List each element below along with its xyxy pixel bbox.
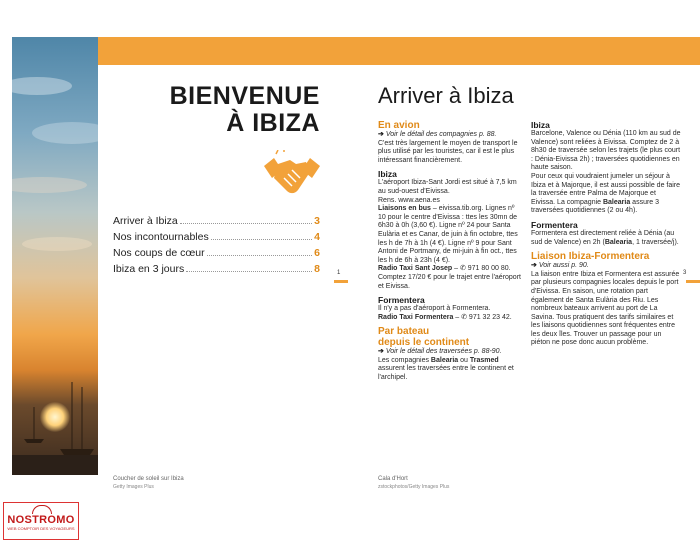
paragraph: Pour ceux qui voudraient jumeler un séjour à Ibiza et à Majorque, il est aussi possible de faire la traversée entre Palma de Majorque et Eivissa. La compagnie Balearia assure 3 traversées quotidiennes (2 ou 4h). bbox=[531, 172, 681, 215]
paragraph: Formentera est directement reliée à Dénia (au sud de Valence) en 2h (Balearia, 1 traversée/j). bbox=[531, 229, 679, 246]
text-column-2 bbox=[531, 120, 681, 348]
section-title: Arriver à Ibiza bbox=[378, 83, 514, 108]
note-liaison: ➔ Voir aussi p. 90. bbox=[531, 262, 589, 270]
toc-item-label: Nos incontournables bbox=[113, 231, 209, 243]
toc-item-label: Nos coups de cœur bbox=[113, 247, 205, 259]
right-page-marker bbox=[686, 280, 700, 283]
heading-formentera: Formentera bbox=[378, 295, 425, 306]
paragraph: Radio Taxi Sant Josep – ✆ 971 80 00 80. Comptez 17/20 € pour le trajet entre l'aéroport et Eivissa. bbox=[378, 265, 521, 290]
nostromo-logo[interactable]: NOSTROMO WEB COMPTOIR DES VOYAGEURS bbox=[3, 502, 79, 540]
note-en-avion: ➔ Voir le détail des compagnies p. 88. bbox=[378, 131, 497, 138]
handshake-icon bbox=[262, 150, 322, 202]
toc-item[interactable] bbox=[113, 261, 320, 277]
toc-item-page: 3 bbox=[314, 215, 320, 227]
toc-item-page: 6 bbox=[314, 247, 320, 259]
toc-item-page: 4 bbox=[314, 231, 320, 243]
toc-item[interactable] bbox=[113, 229, 320, 245]
heading-liaison: Liaison Ibiza-Formentera bbox=[531, 251, 650, 263]
toc-item[interactable] bbox=[113, 245, 320, 261]
sunset-photo bbox=[12, 37, 98, 475]
toc-item-label: Arriver à Ibiza bbox=[113, 215, 178, 227]
left-page-number: 1 bbox=[337, 270, 341, 276]
arrow-icon: ➔ bbox=[378, 348, 384, 356]
sailboat-silhouettes bbox=[12, 37, 98, 475]
paragraph: La liaison entre Ibiza et Formentera est assurée par plusieurs compagnies locales depuis le port d'Eivissa. En saison, une rotation part également de Santa Eulària des Riu. Les nombreux bateaux arrivent au port de La Savina. Tous pratiquent des tarifs similaires et les liaisons quotidiennes sont fréquentes entre les deux îles. Trouver un passage pour un piéton ne pose donc aucun problème. bbox=[531, 270, 680, 347]
toc-item[interactable] bbox=[113, 213, 320, 229]
arrow-icon: ➔ bbox=[378, 131, 384, 138]
table-of-contents bbox=[113, 213, 320, 277]
paragraph: Barcelone, Valence ou Dénia (110 km au sud de Valence) sont reliées à Eivissa. Comptez de 2 à 8h30 de traversée selon les trajets (le plus court : Dénia-Eivissa 2h) ; traversées quotidiennes en haute saison. bbox=[531, 130, 681, 172]
toc-item-page: 8 bbox=[314, 263, 320, 275]
page-title: BIENVENUE À IBIZA bbox=[169, 82, 320, 137]
text-column-1 bbox=[378, 120, 523, 383]
right-photo-caption: Cala d'Hort zstockphotos/Getty Images Plus bbox=[378, 476, 450, 490]
right-page-number: 3 bbox=[683, 270, 687, 276]
heading-par-bateau: Par bateau depuis le continent bbox=[378, 326, 470, 349]
paragraph: Les compagnies Balearia ou Trasmed assurent les traversées entre le continent et l'archipel. bbox=[378, 356, 514, 382]
paragraph: Rens. www.aena.es bbox=[378, 196, 440, 204]
paragraph: Liaisons en bus – eivissa.tib.org. Lignes nº 10 pour le centre d'Eivissa : ttes les 30mn de 6h30 à 0h (3,60 €). Ligne nº 24 pour Santa Eulària et es Canar, de juin à fin octobre, ttes les h de 7h à 1h (4 €). Ligne nº 9 pour Sant Antoni de Portmany, de mi-juin à fin oct., ttes les h de 6h à 23h (4 €). bbox=[378, 205, 518, 264]
paragraph: Radio Taxi Formentera – ✆ 971 32 23 42. bbox=[378, 313, 512, 321]
note-bateau: ➔ Voir le détail des traversées p. 88-90. bbox=[378, 348, 502, 356]
heading-ibiza: Ibiza bbox=[531, 120, 550, 130]
left-photo-caption: Coucher de soleil sur Ibiza Getty Images Plus bbox=[113, 476, 184, 490]
paragraph: L'aéroport Ibiza-Sant Jordi est situé à 7,5 km au sud-ouest d'Eivissa. bbox=[378, 179, 517, 195]
accent-bar bbox=[98, 37, 700, 65]
paragraph: C'est très largement le moyen de transport le plus utilisé par les touristes, car il est le plus intéressant financièrement. bbox=[378, 139, 518, 164]
paragraph: Il n'y a pas d'aéroport à Formentera. bbox=[378, 305, 491, 313]
arrow-icon: ➔ bbox=[531, 262, 537, 270]
toc-item-label: Ibiza en 3 jours bbox=[113, 263, 185, 275]
heading-en-avion: En avion bbox=[378, 120, 420, 131]
left-page-marker bbox=[334, 280, 348, 283]
heading-formentera: Formentera bbox=[531, 219, 578, 230]
heading-ibiza: Ibiza bbox=[378, 169, 397, 180]
